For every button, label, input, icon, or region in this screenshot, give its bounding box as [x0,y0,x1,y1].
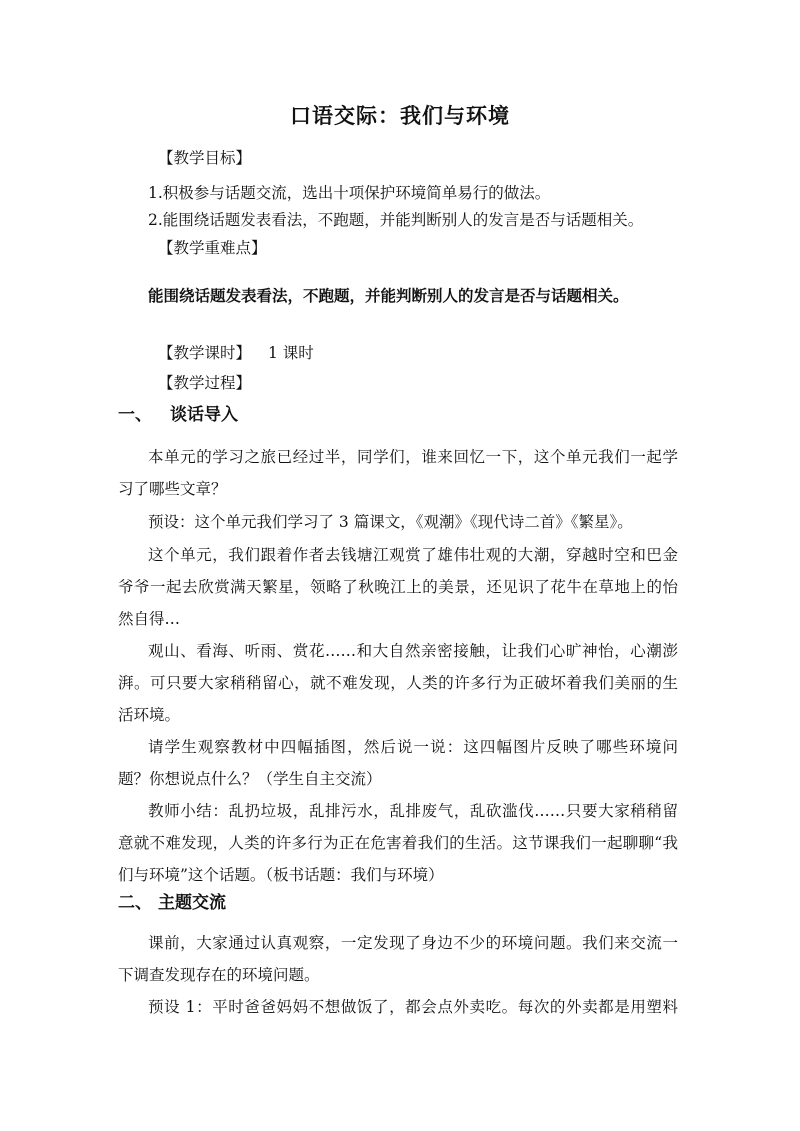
paragraph-line: 然自得… [118,610,181,628]
paragraph-line: 预设 1：平时爸爸妈妈不想做饭了，都会点外卖吃。每次的外卖都是用塑料 [148,998,678,1016]
section-1-number: 一、 [118,405,152,425]
key-points-heading: 【教学重难点】 [158,239,267,257]
paragraph-line: 习了哪些文章？ [118,480,227,498]
paragraph-line: 下调查发现存在的环境问题。 [118,966,320,984]
paragraph-line: 爷爷一起去欣赏满天繁星，领略了秋晚江上的美景，还见识了花牛在草地上的怡 [118,578,678,596]
paragraph-line: 请学生观察教材中四幅插图，然后说一说：这四幅图片反映了哪些环境问 [148,738,678,756]
goals-heading: 【教学目标】 [158,149,252,167]
paragraph-line: 这个单元，我们跟着作者去钱塘江观赏了雄伟壮观的大潮，穿越时空和巴金 [148,546,678,564]
section-1-title: 谈话导入 [170,405,238,425]
paragraph-line: 本单元的学习之旅已经过半，同学们，谁来回忆一下，这个单元我们一起学 [148,448,678,466]
process-heading: 【教学过程】 [158,374,252,392]
paragraph-line: 教师小结：乱扔垃圾，乱排污水，乱排废气，乱砍滥伐……只要大家稍稍留 [148,802,678,820]
goal-item-2: 2.能围绕话题发表看法，不跑题，并能判断别人的发言是否与话题相关。 [148,211,644,229]
hours-value: 1 课时 [268,344,314,362]
section-2-number: 二、 [118,893,152,913]
paragraph-line: 们与环境”这个话题。（板书话题：我们与环境） [118,866,444,884]
paragraph-line: 观山、看海、听雨、赏花……和大自然亲密接触，让我们心旷神怡，心潮澎 [148,642,678,660]
paragraph-line: 意就不难发现，人类的许多行为正在危害着我们的生活。这节课我们一起聊聊“我 [118,834,678,852]
paragraph-line: 课前，大家通过认真观察，一定发现了身边不少的环境问题。我们来交流一 [148,934,678,952]
goal-item-1: 1.积极参与话题交流，选出十项保护环境简单易行的做法。 [148,184,551,202]
paragraph-line: 题？你想说点什么？（学生自主交流） [118,770,382,788]
key-point-text: 能围绕话题发表看法，不跑题，并能判断别人的发言是否与话题相关。 [148,286,629,305]
document-title: 口语交际：我们与环境 [290,103,510,128]
hours-heading: 【教学课时】 [158,344,252,362]
paragraph-line: 湃。可只要大家稍稍留心，就不难发现，人类的许多行为正破坏着我们美丽的生 [118,674,678,692]
paragraph-line: 活环境。 [118,706,181,724]
paragraph-line: 预设：这个单元我们学习了 3 篇课文，《观潮》《现代诗二首》《繁星》。 [148,513,633,531]
section-2-title: 主题交流 [158,893,226,913]
